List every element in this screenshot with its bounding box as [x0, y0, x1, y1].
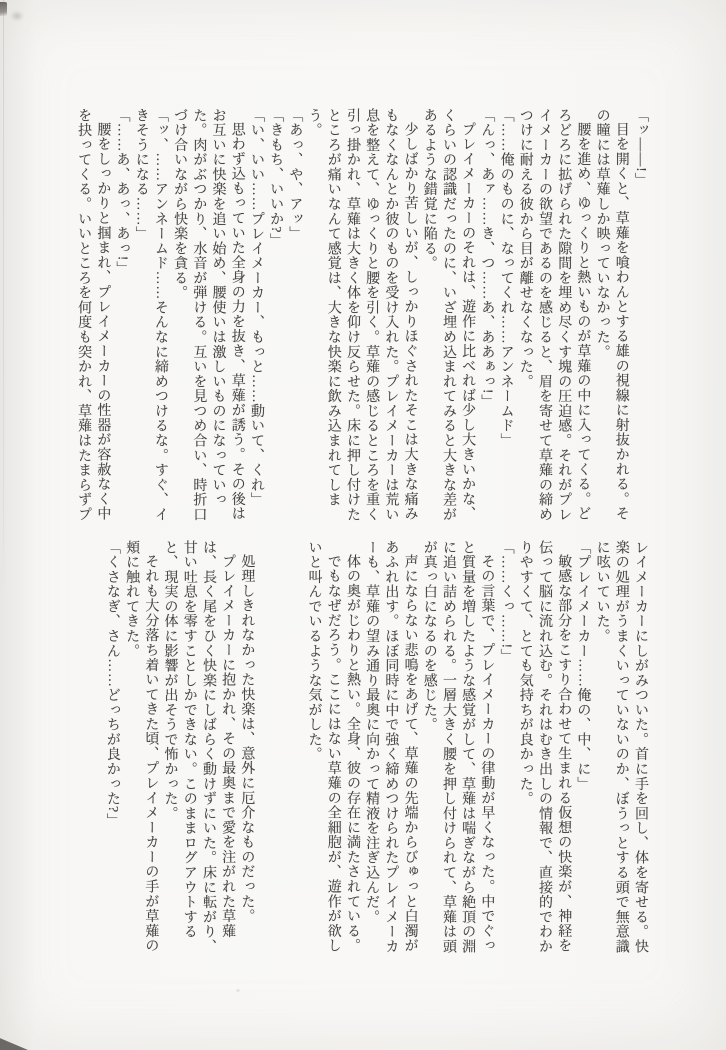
narration-paragraph: 目を開くと、草薙を喰わんとする雄の視線に射抜かれる。その瞳には草薙しか映っていなかった。 — [594, 108, 629, 522]
dialogue-line: 「んっ、あァ……き、つ……あ、ああぁっ!」 — [479, 108, 495, 410]
narration-paragraph: プレイメーカーに抱かれ、その最奥まで愛を注がれた草薙は、長く尾をひく快楽にしばらく動けずにいた。床に転がり、甘い吐息を零すことしかできない。このままログアウトすると、現実の体に影響が出そうで怖かった。 — [162, 540, 236, 954]
narration-paragraph: 少しばかり苦しいが、しっかりほぐされたそこは大きな痛みもなくなんとか彼のものを受け入れた。プレイメーカーは荒い息を整えて、ゆっくりと腰を引く。草薙の感じるところを重く引っ掛かれ、草薙は大きく体を仰け反らせた。床に押し付けたところが痛いなんて感覚は、大きな快楽に飲み込まれてしまう。 — [306, 108, 418, 522]
narration-paragraph: 腰を進め、ゆっくりと熱いものが草薙の中に入ってくる。どろどろに拡げられた隙間を埋め尽くす塊の圧迫感。それがプレイメーカーの欲望であるのを感じると、眉を寄せて草薙の締めつけに耐える彼から目が離せなくなった。 — [517, 108, 591, 522]
bottom-text-block — [58, 540, 650, 956]
narration-paragraph: 腰をしっかりと掴まれ、プレイメーカーの性器が容赦なく中を抉ってくる。いいところを何度も突かれ、草薙はたまらずプ — [76, 108, 111, 522]
dialogue-line: 「い、いい……プレイメーカー、もっと……動いて、くれ」 — [248, 108, 264, 508]
scan-artifact-bottom-left-wedge — [0, 1036, 28, 1050]
scan-artifact-top-left-smudge — [8, 9, 26, 23]
narration-paragraph: それも大分落ち着いてきた頃、プレイメーカーの手が草薙の頬に触れてきた。 — [124, 540, 159, 954]
narration-paragraph: 処理しきれなかった快楽は、意外に厄介なものだった。 — [239, 554, 255, 924]
dialogue-line: 「くさなぎ、さん……どっちが良かった?」 — [104, 540, 120, 828]
narration-paragraph: その言葉で、プレイメーカーの律動が早くなった。中でぐっと質量を増したような感覚がして、草薙は喘ぎながら絶頂の淵に追い詰められる。一層大きく腰を押し付けられて、草薙は頭が真っ白になるのを感じた。 — [421, 540, 495, 954]
narration-paragraph: でもなぜだろう。ここにはない草薙の全細胞が、遊作が欲しいと叫んでいるような気がした。 — [306, 540, 341, 954]
dialogue-line: 「プレイメーカー……俺の、中、に」 — [575, 540, 591, 792]
scan-artifact-left-edge-line — [3, 0, 4, 592]
dialogue-line: 「……俺のものに、なってくれ……アンネームド」 — [498, 108, 514, 448]
top-text-block — [58, 108, 650, 524]
dialogue-line: 「ッ――!」 — [633, 108, 648, 188]
narration-paragraph: 思わず込もっていた全身の力を抜き、草薙が誘う。その後はお互いに快楽を追い始め、腰使いは激しいものになっていった。肉がぶつかり、水音が弾ける。互いを見つめ合い、時折口づけ合いながら快楽を貪る。 — [172, 108, 245, 522]
narration-paragraph: 体の奥がじわりと熱い。全身、彼の存在に満たされている。 — [344, 554, 360, 954]
dialogue-line: 「きもち、いいか?」 — [268, 108, 284, 249]
dialogue-line: 「……あ、あっ、あっ!」 — [114, 108, 130, 277]
dialogue-line: 「ッ、……アンネームド……そんなに締めつけるな。すぐ、イきそうになる……」 — [133, 108, 168, 522]
narration-paragraph: プレイメーカーのそれは、遊作に比べれば少し大きいかな、くらいの認識だったのに、いざ埋め込まれてみると大きな差があるような錯覚に陥る。 — [421, 108, 476, 522]
narration-paragraph: 声にならない悲鳴をあげて、草薙の先端からびゅっと白濁があふれ出す。ほぼ同時に中で強く締めつけられたプレイメーカーも、草薙の望み通り最奥に向かって精液を注ぎ込んだ。 — [364, 540, 418, 954]
scan-artifact-speck — [235, 988, 241, 993]
dialogue-line: 「あっ、や、アッ」 — [287, 108, 303, 242]
continuation-paragraph: レイメーカーにしがみついた。首に手を回し、体を寄せる。快楽の処理がうまくいっていないのか、ぼうっとする頭で無意識に呟いていた。 — [594, 540, 648, 954]
narration-paragraph: 敏感な部分をこすり合わせて生まれる仮想の快楽が、神経を伝って脳に流れ込む。それはむき出しの情報で、直接的でわかりやすくて、とても気持ちが良かった。 — [517, 540, 572, 954]
dialogue-line: 「……くっ……!」 — [498, 540, 514, 664]
